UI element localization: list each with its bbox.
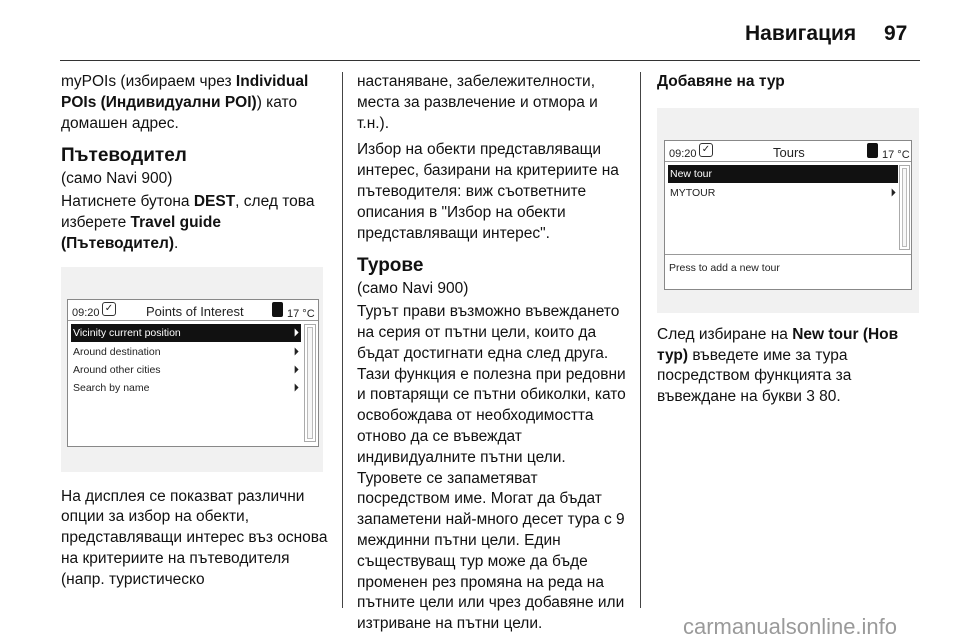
paragraph-display-options: На дисплея се показват различни опции за избор на обекти, представляващи интерес въз основа на критериите на пътеводителя (напр. туристическо <box>61 487 328 588</box>
watermark: carmanualsonline.info <box>683 614 898 639</box>
screen-divider <box>665 161 911 162</box>
temperature: 17 °C <box>882 148 910 161</box>
arrow-right-icon: ⏵ <box>293 363 299 376</box>
arrow-right-icon: ⏵ <box>293 345 299 358</box>
paragraph-new-tour: След избиране на New tour (Нов тур) въведете име за тура посредством функцията за въвеждане на букви 3 80. <box>657 325 899 406</box>
menu-item-vicinity[interactable]: Vicinity current position ⏵ <box>71 324 301 342</box>
menu-item-new-tour[interactable]: New tour <box>668 165 898 183</box>
scrollbar[interactable] <box>304 324 316 442</box>
menu-item-search-name[interactable]: Search by name ⏵ <box>71 379 301 397</box>
heading-add-tour: Добавяне на тур <box>657 73 785 90</box>
poi-screen <box>67 299 319 447</box>
page-reference-icon: 3 <box>806 388 815 406</box>
arrow-right-icon: ⏵ <box>293 326 299 339</box>
check-icon: ✓ <box>699 143 713 157</box>
arrow-right-icon: ⏵ <box>890 186 896 199</box>
column-divider <box>640 72 641 608</box>
note-navi900: (само Navi 900) <box>61 170 173 188</box>
clock-time: 09:20 <box>72 306 100 319</box>
page-number: 97 <box>884 22 908 45</box>
temperature: 17 °C <box>287 307 315 320</box>
paragraph-tours: Турът прави възможно въвеждането на серия от пътни цели, които да бъдат достигнати една след друга. Тази функция е полезна при редовни и повтарящи се пътни обиколки, като освобождава от необходимостта отново да се въвеждат индивидуалните пътни цели. Туровете се запаметяват посредством име. Могат да бъдат запаметени най-много десет тура с 9 междинни пътни цели. Един съществуващ тур може да бъде променен рез промяна на реда на пътните цели или чрез добавяне или изтриване на пътни цели. <box>357 303 626 633</box>
screen-divider <box>665 254 911 255</box>
thermometer-icon <box>867 143 878 158</box>
hint-text: Press to add a new tour <box>669 261 780 274</box>
screen-title: Points of Interest <box>146 303 244 319</box>
page-header-title: Навигация <box>745 22 857 45</box>
column-middle <box>357 72 629 641</box>
scrollbar-thumb[interactable] <box>307 327 313 439</box>
menu-item-around-destination[interactable]: Around destination ⏵ <box>71 343 301 361</box>
screen-title: Tours <box>773 144 805 160</box>
heading-tours: Турове <box>357 255 424 277</box>
tours-screen <box>664 140 912 290</box>
note-navi900: (само Navi 900) <box>357 280 469 298</box>
clock-time: 09:20 <box>669 147 697 160</box>
screen-divider <box>68 320 318 321</box>
heading-travel-guide: Пътеводител <box>61 145 187 167</box>
tours-screen-figure <box>657 108 919 313</box>
column-left <box>61 72 331 597</box>
paragraph-poi-selection: Избор на обекти представляващи интерес, базирани на критериите на пътеводителя: виж съответните описания в "Избор на обекти представляващи интерес". <box>357 141 619 242</box>
thermometer-icon <box>272 302 283 317</box>
scrollbar-thumb[interactable] <box>902 168 907 247</box>
check-icon: ✓ <box>102 302 116 316</box>
column-divider <box>342 72 343 608</box>
paragraph-continuation: настаняване, забележителности, места за развлечение и отмора и т.н.). <box>357 73 598 132</box>
paragraph-dest: Натиснете бутона DEST, след това изберете Travel guide (Пътеводител). <box>61 193 315 252</box>
scrollbar[interactable] <box>899 165 910 250</box>
column-right <box>657 72 919 414</box>
menu-item-around-cities[interactable]: Around other cities ⏵ <box>71 361 301 379</box>
menu-item-mytour[interactable]: MYTOUR ⏵ <box>668 184 898 202</box>
arrow-right-icon: ⏵ <box>293 381 299 394</box>
poi-screen-figure <box>61 267 323 472</box>
paragraph-mypois: myPOIs (избираем чрез Individual POIs (Индивидуални POI)) като домашен адрес. <box>61 73 309 132</box>
header-divider <box>60 60 920 61</box>
